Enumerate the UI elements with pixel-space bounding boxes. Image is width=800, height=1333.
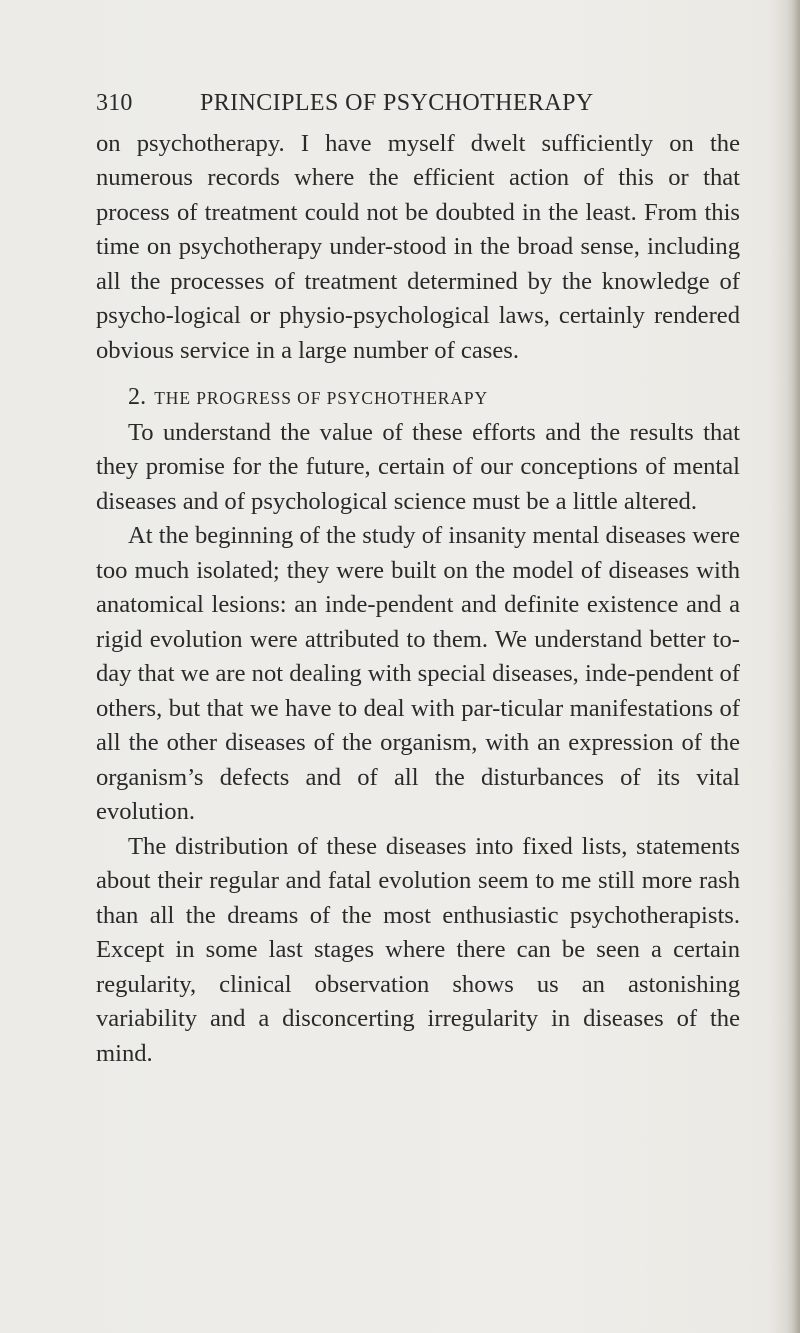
text-block <box>96 86 740 1071</box>
continued-paragraph: on psychotherapy. I have myself dwelt sufficiently on the numerous records where the efficient action of this or that process of treatment could not be doubted in the least. From this time on psychotherapy under-stood in the broad sense, including all the processes of treatment determined by the knowledge of psycho-logical or physio-psychological laws, certainly rendered obvious service in a large number of cases. <box>96 129 740 364</box>
running-title: PRINCIPLES OF PSYCHOTHERAPY <box>200 90 594 116</box>
page-number: 310 <box>96 90 133 116</box>
section-paragraph-3: The distribution of these diseases into fixed lists, statements about their regular and fatal evolution seem to me still more rash than all the dreams of the most enthusiastic psychotherapists. Except in some last stages where there can be seen a certain regularity, clinical observation shows us an astonishing variability and a disconcerting irregularity in diseases of the mind. <box>96 832 740 1067</box>
section-number: 2. <box>128 384 147 410</box>
section-heading <box>96 380 740 416</box>
section-paragraph-2: At the beginning of the study of insanity mental diseases were too much isolated; they were built on the model of diseases with anatomical lesions: an inde-pendent and definite existence and a rigid evolution were attributed to them. We understand better to-day that we are not dealing with special diseases, inde-pendent of others, but that we have to deal with par-ticular manifestations of all the other diseases of the organism, with an expression of the organism’s defects and of all the disturbances of its vital evolution. <box>96 522 741 825</box>
section-paragraph-1: To understand the value of these efforts and the results that they promise for the future, certain of our conceptions of mental diseases and of psychological science must be a little altered. <box>96 418 740 515</box>
section-title: THE PROGRESS OF PSYCHOTHERAPY <box>154 388 489 408</box>
page-edge-shadow <box>786 0 800 1333</box>
running-head <box>96 86 740 121</box>
